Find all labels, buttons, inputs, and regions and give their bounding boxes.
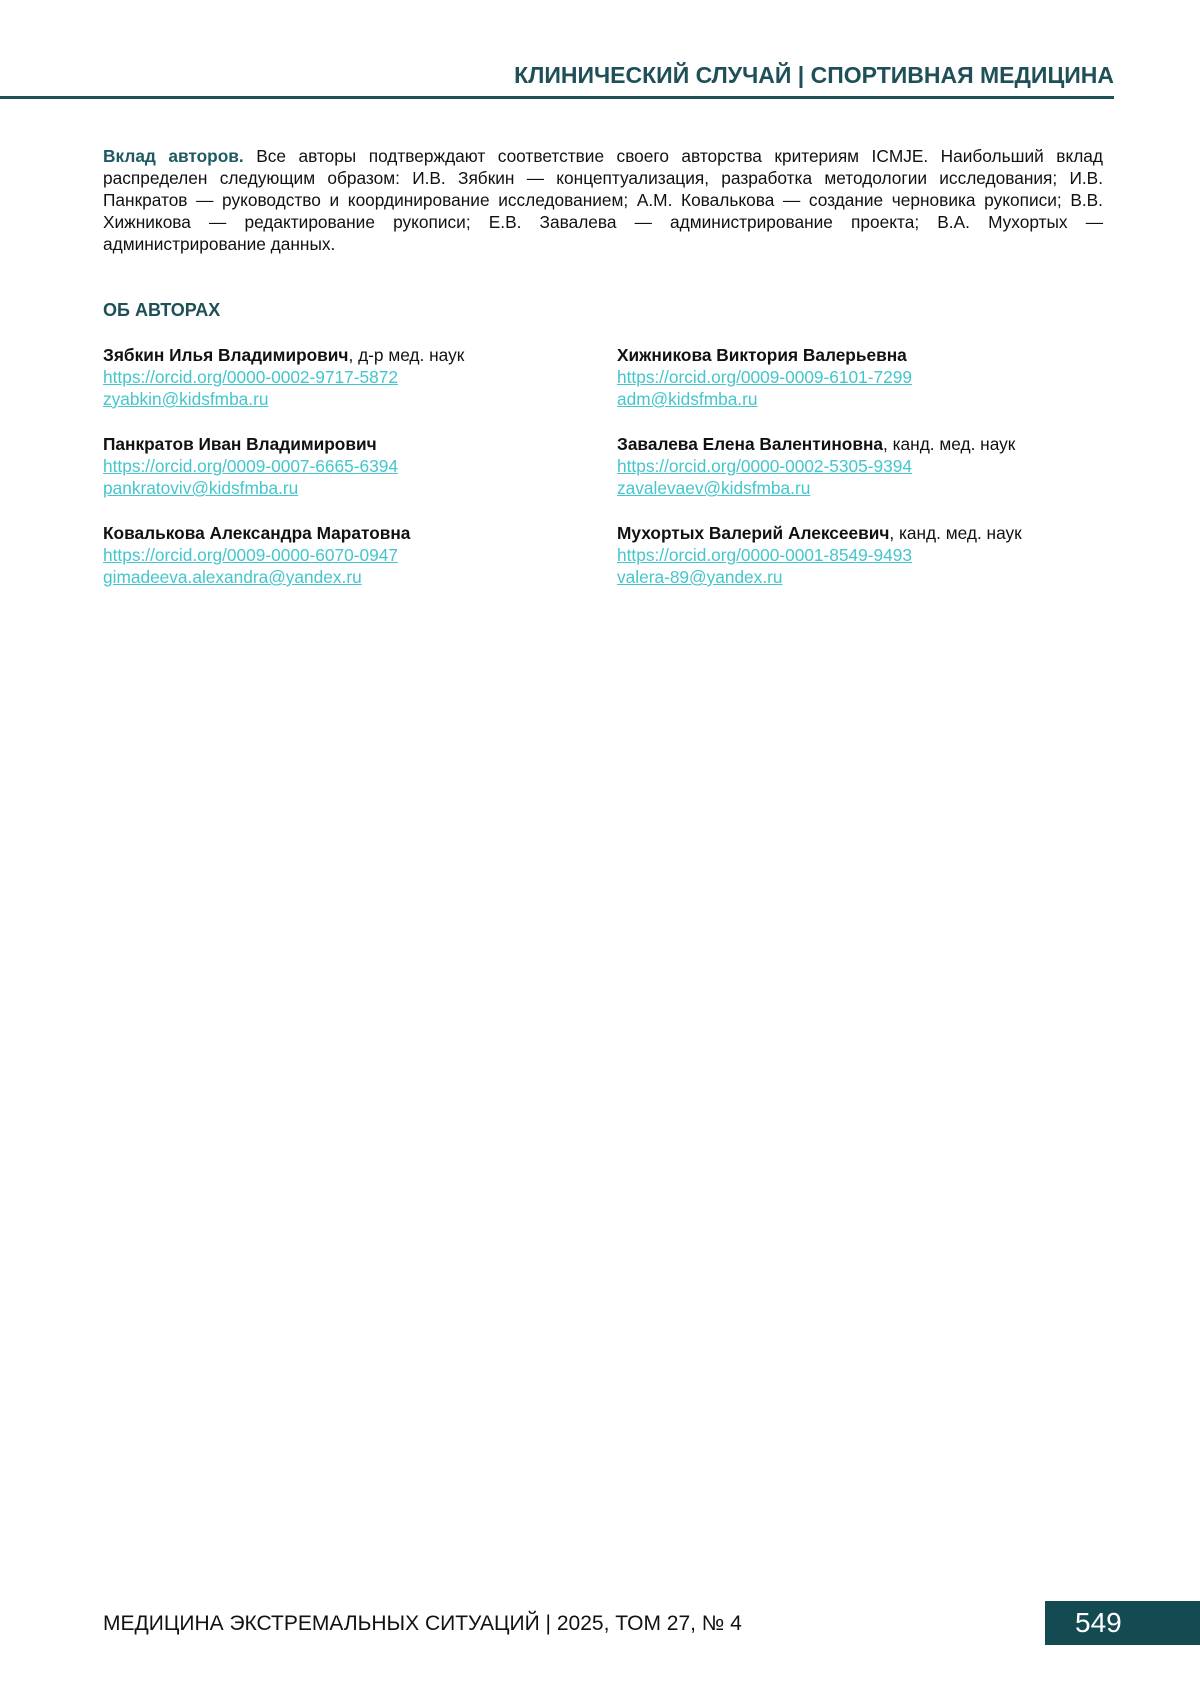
author-orcid-link[interactable]: https://orcid.org/0009-0007-6665-6394 xyxy=(103,456,398,476)
author-name: Ковалькова Александра Маратовна xyxy=(103,523,411,543)
author-name: Панкратов Иван Владимирович xyxy=(103,434,377,454)
running-header: КЛИНИЧЕСКИЙ СЛУЧАЙ | СПОРТИВНАЯ МЕДИЦИНА xyxy=(514,62,1114,88)
author-orcid-link[interactable]: https://orcid.org/0009-0000-6070-0947 xyxy=(103,545,398,565)
author-block xyxy=(103,433,398,499)
header-divider xyxy=(0,96,1114,99)
author-email-link[interactable]: pankratoviv@kidsfmba.ru xyxy=(103,478,299,498)
contribution-text: Все авторы подтверждают соответствие своего авторства критериям ICMJE. Наибольший вклад распределен следующим образом: И.В. Зябкин — концептуализация, разработка методологии исследования; И.В. Панкратов — руководство и координирование исследованием; А.М. Ковалькова — создание черновика рукописи; В.В. Хижникова — редактирование рукописи; Е.В. Завалева — администрирование проекта; В.А. Мухортых — администрирование данных. xyxy=(103,146,1103,254)
contribution-lead: Вклад авторов. xyxy=(103,146,244,166)
author-contribution-paragraph xyxy=(103,145,1103,255)
about-authors-heading: ОБ АВТОРАХ xyxy=(103,300,221,320)
author-name: Хижникова Виктория Валерьевна xyxy=(617,345,907,365)
author-degree: , канд. мед. наук xyxy=(883,434,1016,454)
author-name: Мухортых Валерий Алексеевич xyxy=(617,523,890,543)
author-orcid-link[interactable]: https://orcid.org/0000-0001-8549-9493 xyxy=(617,545,912,565)
author-email-link[interactable]: gimadeeva.alexandra@yandex.ru xyxy=(103,567,362,587)
author-email-link[interactable]: adm@kidsfmba.ru xyxy=(617,389,758,409)
page-number: 549 xyxy=(1045,1601,1200,1645)
journal-footer: МЕДИЦИНА ЭКСТРЕМАЛЬНЫХ СИТУАЦИЙ | 2025, ТОМ 27, № 4 xyxy=(103,1612,742,1635)
author-degree: , д-р мед. наук xyxy=(348,345,465,365)
author-block xyxy=(617,433,1015,499)
author-name: Завалева Елена Валентиновна xyxy=(617,434,883,454)
author-block xyxy=(617,522,1022,588)
author-block xyxy=(103,344,464,410)
author-orcid-link[interactable]: https://orcid.org/0009-0009-6101-7299 xyxy=(617,367,912,387)
author-email-link[interactable]: zavalevaev@kidsfmba.ru xyxy=(617,478,811,498)
author-orcid-link[interactable]: https://orcid.org/0000-0002-9717-5872 xyxy=(103,367,398,387)
author-degree: , канд. мед. наук xyxy=(889,523,1022,543)
author-email-link[interactable]: zyabkin@kidsfmba.ru xyxy=(103,389,269,409)
author-email-link[interactable]: valera-89@yandex.ru xyxy=(617,567,783,587)
author-name: Зябкин Илья Владимирович xyxy=(103,345,349,365)
author-block xyxy=(103,522,410,588)
author-orcid-link[interactable]: https://orcid.org/0000-0002-5305-9394 xyxy=(617,456,912,476)
author-block xyxy=(617,344,912,410)
